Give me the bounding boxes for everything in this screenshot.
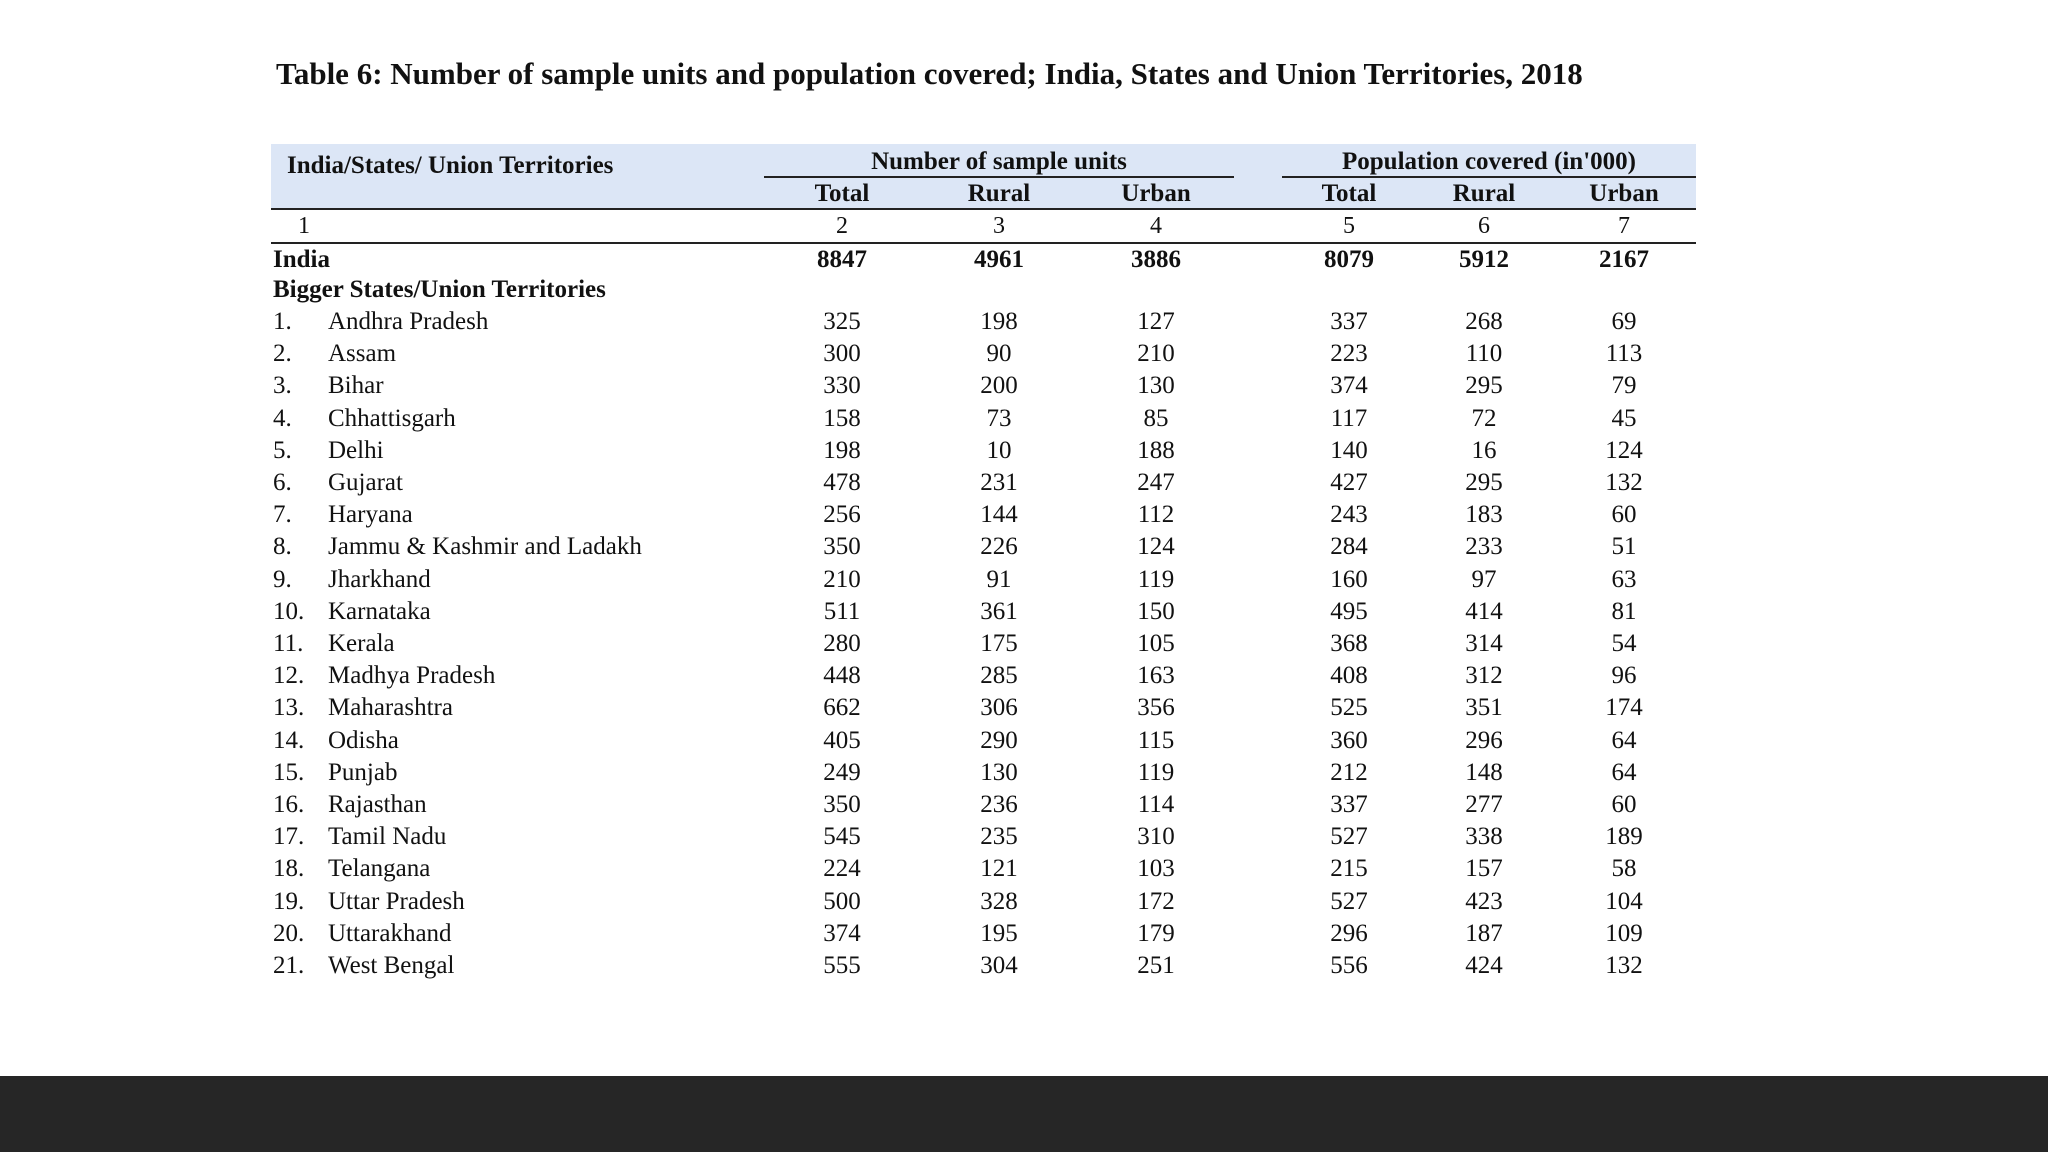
cell-population-urban: 60 [1611, 501, 1637, 529]
cell-sample-urban: 127 [1137, 308, 1175, 335]
column-number-rule [271, 242, 1696, 244]
row-serial-number: 15. [273, 758, 305, 786]
row-state-name: Kerala [328, 630, 395, 657]
cell-sample-total: 330 [823, 372, 861, 400]
row-state-name: Delhi [328, 436, 384, 464]
cell-sample-rural: 175 [980, 630, 1018, 657]
cell-sample-urban: 163 [1137, 662, 1175, 690]
cell-sample-rural: 121 [980, 855, 1018, 883]
cell-sample-urban: 130 [1137, 372, 1175, 400]
row-serial-number: 19. [273, 887, 305, 915]
cell-sample-rural: 73 [986, 404, 1012, 432]
sample-units-group-header: Number of sample units [871, 148, 1127, 175]
cell-sample-urban: 310 [1137, 823, 1175, 851]
cell-population-total: 556 [1330, 952, 1368, 979]
cell-population-rural: 414 [1465, 597, 1503, 625]
india-population-total: 8079 [1324, 246, 1374, 273]
table-row [271, 566, 1696, 598]
cell-sample-rural: 144 [980, 501, 1018, 529]
cell-population-rural: 148 [1465, 758, 1503, 786]
row-name: India [273, 246, 330, 273]
row-state-name: Karnataka [328, 597, 431, 625]
cell-population-total: 243 [1330, 501, 1368, 529]
cell-population-total: 284 [1330, 533, 1368, 561]
population-group-rule [1282, 176, 1696, 178]
cell-population-total: 337 [1330, 308, 1368, 335]
row-serial-number: 10. [273, 597, 305, 625]
cell-population-total: 427 [1330, 469, 1368, 496]
cell-sample-total: 478 [823, 469, 861, 496]
row-serial-number: 8. [273, 533, 292, 561]
cell-sample-total: 545 [823, 823, 861, 851]
cell-sample-rural: 306 [980, 694, 1018, 722]
row-state-name: Haryana [328, 501, 413, 529]
india-sample-total: 8847 [817, 246, 867, 273]
subheader-population-total: Total [1321, 180, 1377, 207]
subheader-sample-total: Total [814, 180, 870, 207]
cell-sample-total: 210 [823, 565, 861, 593]
row-serial-number: 2. [273, 340, 292, 368]
cell-population-total: 360 [1330, 726, 1368, 754]
cell-sample-rural: 328 [980, 887, 1018, 915]
bottom-bar [0, 1076, 2048, 1152]
cell-population-total: 495 [1330, 597, 1368, 625]
row-serial-number: 21. [273, 952, 305, 979]
cell-population-urban: 124 [1605, 436, 1643, 464]
row-state-name: Rajasthan [328, 791, 427, 818]
table-row [271, 501, 1696, 533]
cell-sample-rural: 91 [986, 565, 1012, 593]
cell-population-urban: 113 [1605, 340, 1643, 368]
cell-sample-rural: 130 [980, 758, 1018, 786]
row-serial-number: 12. [273, 662, 305, 690]
cell-sample-rural: 10 [986, 436, 1012, 464]
row-state-name: West Bengal [328, 952, 455, 979]
cell-population-urban: 104 [1605, 887, 1643, 915]
cell-sample-urban: 85 [1143, 404, 1169, 432]
cell-population-rural: 187 [1465, 919, 1503, 947]
region-column-header: India/States/ Union Territories [287, 152, 614, 179]
cell-sample-urban: 119 [1137, 758, 1175, 786]
cell-population-urban: 60 [1611, 791, 1637, 818]
row-state-name: Chhattisgarh [328, 404, 456, 432]
cell-population-urban: 109 [1605, 919, 1643, 947]
cell-sample-total: 350 [823, 533, 861, 561]
cell-sample-rural: 231 [980, 469, 1018, 496]
cell-population-rural: 233 [1465, 533, 1503, 561]
table-row [271, 469, 1696, 501]
cell-population-total: 140 [1330, 436, 1368, 464]
cell-population-total: 117 [1330, 404, 1368, 432]
row-state-name: Tamil Nadu [328, 823, 447, 851]
cell-sample-rural: 290 [980, 726, 1018, 754]
row-serial-number: 6. [273, 469, 292, 496]
table-row [271, 888, 1696, 920]
row-state-name: Gujarat [328, 469, 403, 496]
table-row [271, 533, 1696, 565]
cell-sample-rural: 226 [980, 533, 1018, 561]
cell-sample-urban: 119 [1137, 565, 1175, 593]
cell-sample-urban: 112 [1137, 501, 1175, 529]
row-state-name: Jammu & Kashmir and Ladakh [328, 533, 642, 561]
row-state-name: Madhya Pradesh [328, 662, 496, 690]
cell-sample-urban: 105 [1137, 630, 1175, 657]
cell-population-urban: 81 [1611, 597, 1637, 625]
cell-population-total: 337 [1330, 791, 1368, 818]
row-state-name: Odisha [328, 726, 399, 754]
row-state-name: Telangana [328, 855, 431, 883]
cell-population-urban: 64 [1611, 758, 1637, 786]
table-title: Table 6: Number of sample units and population covered; India, States and Union Territories, 2018 [276, 56, 1583, 91]
cell-population-rural: 338 [1465, 823, 1503, 851]
cell-population-rural: 295 [1465, 469, 1503, 496]
cell-sample-urban: 188 [1137, 436, 1175, 464]
cell-population-total: 223 [1330, 340, 1368, 368]
cell-population-urban: 189 [1605, 823, 1643, 851]
row-serial-number: 13. [273, 694, 305, 722]
column-number-7: 7 [1618, 213, 1630, 239]
cell-population-total: 374 [1330, 372, 1368, 400]
section-label-row [271, 276, 1696, 308]
column-number-1: 1 [298, 213, 310, 239]
row-serial-number: 16. [273, 791, 305, 818]
table-row [271, 727, 1696, 759]
cell-sample-total: 511 [823, 597, 861, 625]
cell-sample-total: 374 [823, 919, 861, 947]
cell-population-rural: 295 [1465, 372, 1503, 400]
header-bottom-rule [271, 208, 1696, 210]
row-serial-number: 11. [273, 630, 304, 657]
cell-population-rural: 312 [1465, 662, 1503, 690]
cell-sample-total: 256 [823, 501, 861, 529]
cell-population-rural: 110 [1465, 340, 1503, 368]
cell-sample-rural: 361 [980, 597, 1018, 625]
cell-population-total: 527 [1330, 887, 1368, 915]
row-serial-number: 18. [273, 855, 305, 883]
cell-population-rural: 314 [1465, 630, 1503, 657]
cell-population-rural: 72 [1471, 404, 1497, 432]
cell-sample-rural: 236 [980, 791, 1018, 818]
cell-population-rural: 277 [1465, 791, 1503, 818]
column-number-3: 3 [993, 213, 1005, 239]
india-sample-urban: 3886 [1131, 246, 1181, 273]
cell-sample-total: 350 [823, 791, 861, 818]
cell-sample-total: 448 [823, 662, 861, 690]
cell-population-total: 525 [1330, 694, 1368, 722]
row-serial-number: 4. [273, 404, 292, 432]
cell-population-rural: 268 [1465, 308, 1503, 335]
column-number-5: 5 [1343, 213, 1355, 239]
cell-sample-rural: 304 [980, 952, 1018, 979]
table-row [271, 855, 1696, 887]
cell-population-urban: 64 [1611, 726, 1637, 754]
cell-sample-total: 280 [823, 630, 861, 657]
cell-population-total: 368 [1330, 630, 1368, 657]
row-serial-number: 5. [273, 436, 292, 464]
row-state-name: Andhra Pradesh [328, 308, 489, 335]
row-state-name: Jharkhand [328, 565, 431, 593]
row-serial-number: 3. [273, 372, 292, 400]
cell-population-urban: 69 [1611, 308, 1637, 335]
row-state-name: Punjab [328, 758, 398, 786]
cell-sample-total: 662 [823, 694, 861, 722]
row-serial-number: 9. [273, 565, 292, 593]
row-state-name: Uttarakhand [328, 919, 452, 947]
table-row [271, 630, 1696, 662]
subheader-population-rural: Rural [1452, 180, 1516, 207]
cell-sample-total: 500 [823, 887, 861, 915]
row-state-name: Bihar [328, 372, 384, 400]
cell-sample-urban: 179 [1137, 919, 1175, 947]
cell-population-rural: 351 [1465, 694, 1503, 722]
section-label: Bigger States/Union Territories [273, 276, 606, 303]
cell-population-rural: 424 [1465, 952, 1503, 979]
cell-population-urban: 54 [1611, 630, 1637, 657]
cell-sample-urban: 103 [1137, 855, 1175, 883]
cell-sample-rural: 235 [980, 823, 1018, 851]
india-population-urban: 2167 [1599, 246, 1649, 273]
cell-sample-rural: 198 [980, 308, 1018, 335]
table-row [271, 372, 1696, 404]
cell-population-urban: 63 [1611, 565, 1637, 593]
table-row [271, 405, 1696, 437]
table-row [271, 662, 1696, 694]
table-row [271, 952, 1696, 984]
cell-sample-urban: 247 [1137, 469, 1175, 496]
india-sample-rural: 4961 [974, 246, 1024, 273]
column-number-4: 4 [1150, 213, 1162, 239]
cell-sample-rural: 90 [986, 340, 1012, 368]
row-serial-number: 7. [273, 501, 292, 529]
cell-population-urban: 58 [1611, 855, 1637, 883]
cell-population-rural: 296 [1465, 726, 1503, 754]
cell-population-urban: 45 [1611, 404, 1637, 432]
cell-sample-total: 158 [823, 404, 861, 432]
cell-sample-total: 224 [823, 855, 861, 883]
subheader-population-urban: Urban [1589, 180, 1659, 207]
subheader-sample-rural: Rural [967, 180, 1031, 207]
cell-sample-rural: 195 [980, 919, 1018, 947]
cell-population-urban: 96 [1611, 662, 1637, 690]
row-state-name: Maharashtra [328, 694, 453, 722]
table-row [271, 598, 1696, 630]
cell-population-total: 296 [1330, 919, 1368, 947]
cell-population-rural: 183 [1465, 501, 1503, 529]
cell-sample-urban: 210 [1137, 340, 1175, 368]
column-number-2: 2 [836, 213, 848, 239]
cell-population-total: 160 [1330, 565, 1368, 593]
cell-sample-urban: 356 [1137, 694, 1175, 722]
cell-population-total: 212 [1330, 758, 1368, 786]
cell-sample-urban: 150 [1137, 597, 1175, 625]
cell-population-urban: 51 [1611, 533, 1637, 561]
table-row [271, 823, 1696, 855]
table-row [271, 759, 1696, 791]
sample-units-group-rule [764, 176, 1234, 178]
table-row [271, 308, 1696, 340]
row-serial-number: 17. [273, 823, 305, 851]
cell-population-urban: 132 [1605, 469, 1643, 496]
table-row [271, 694, 1696, 726]
cell-sample-urban: 172 [1137, 887, 1175, 915]
cell-sample-total: 325 [823, 308, 861, 335]
row-state-name: Assam [328, 340, 397, 368]
cell-sample-urban: 251 [1137, 952, 1175, 979]
cell-population-total: 215 [1330, 855, 1368, 883]
cell-population-urban: 79 [1611, 372, 1637, 400]
population-group-header: Population covered (in'000) [1342, 148, 1636, 175]
cell-sample-rural: 200 [980, 372, 1018, 400]
cell-sample-urban: 115 [1137, 726, 1175, 754]
cell-population-urban: 174 [1605, 694, 1643, 722]
row-serial-number: 1. [273, 308, 292, 335]
cell-sample-total: 249 [823, 758, 861, 786]
table-row [271, 437, 1696, 469]
table-row [271, 920, 1696, 952]
table-row [271, 340, 1696, 372]
cell-sample-total: 555 [823, 952, 861, 979]
cell-sample-total: 198 [823, 436, 861, 464]
cell-sample-urban: 124 [1137, 533, 1175, 561]
cell-sample-total: 300 [823, 340, 861, 368]
subheader-sample-urban: Urban [1121, 180, 1191, 207]
cell-population-total: 527 [1330, 823, 1368, 851]
row-serial-number: 14. [273, 726, 305, 754]
cell-population-rural: 157 [1465, 855, 1503, 883]
cell-population-urban: 132 [1605, 952, 1643, 979]
cell-population-rural: 16 [1471, 436, 1497, 464]
column-number-6: 6 [1478, 213, 1490, 239]
india-population-rural: 5912 [1459, 246, 1509, 273]
table-row [271, 791, 1696, 823]
row-state-name: Uttar Pradesh [328, 887, 465, 915]
cell-population-total: 408 [1330, 662, 1368, 690]
table-row-india [271, 246, 1696, 278]
cell-population-rural: 97 [1471, 565, 1497, 593]
cell-population-rural: 423 [1465, 887, 1503, 915]
cell-sample-rural: 285 [980, 662, 1018, 690]
cell-sample-total: 405 [823, 726, 861, 754]
row-serial-number: 20. [273, 919, 305, 947]
cell-sample-urban: 114 [1137, 791, 1175, 818]
